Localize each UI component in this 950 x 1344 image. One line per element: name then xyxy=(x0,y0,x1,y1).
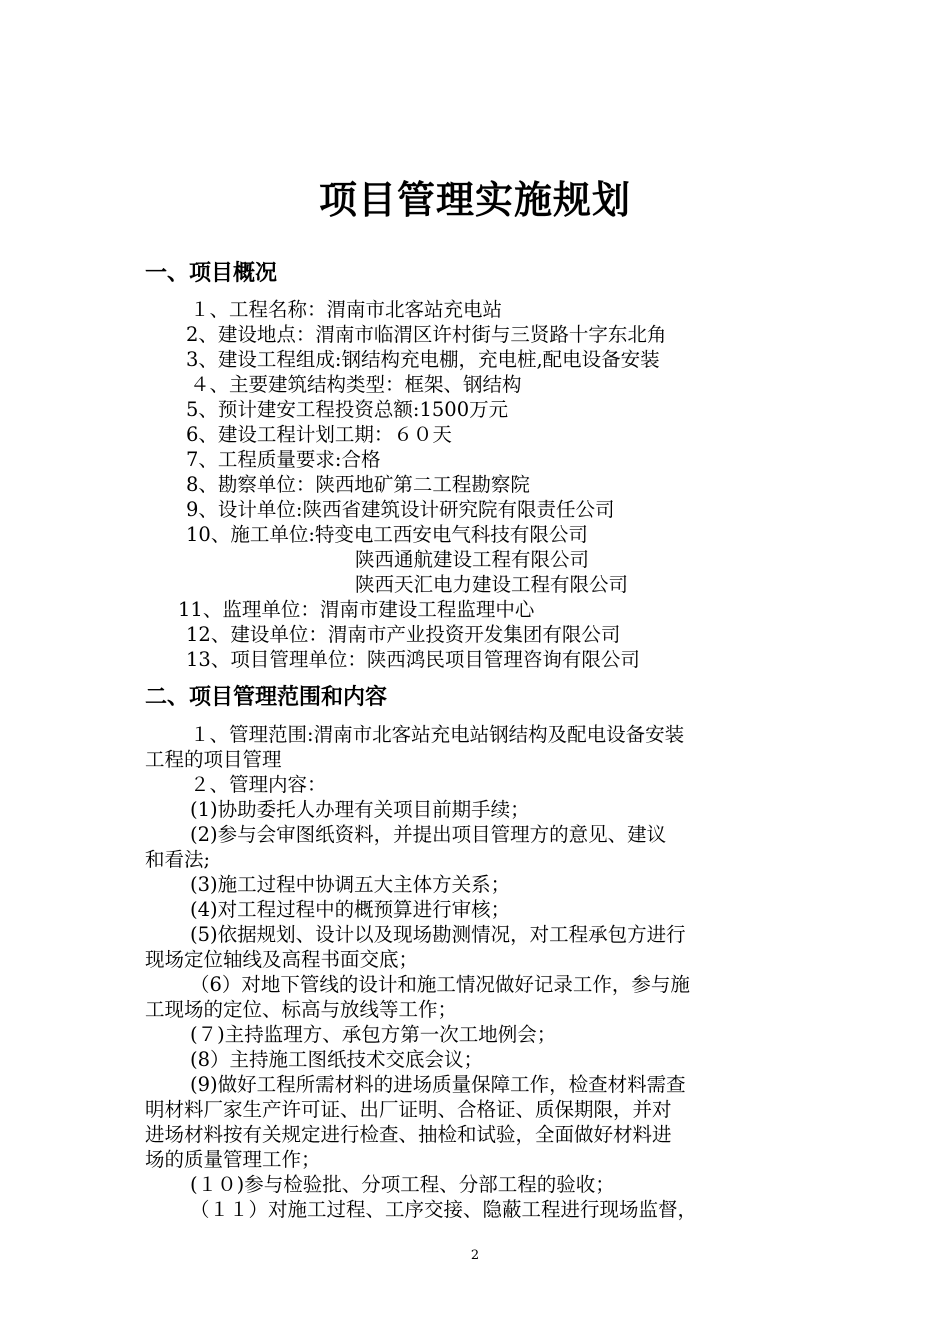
page-number: 2 xyxy=(470,1248,480,1263)
scope-line-4: (1)协助委托人办理有关项目前期手续； xyxy=(190,798,530,821)
overview-item-3: 3、建设工程组成:钢结构充电棚，充电桩,配电设备安装 xyxy=(186,348,660,371)
overview-item-13: 13、项目管理单位：陕西鸿民项目管理咨询有限公司 xyxy=(186,648,640,671)
scope-line-3: ２、管理内容： xyxy=(190,773,327,796)
scope-line-7: (3)施工过程中协调五大主体方关系； xyxy=(190,873,511,896)
overview-item-6: 6、建设工程计划工期：６０天 xyxy=(186,423,452,446)
scope-line-9: (5)依据规划、设计以及现场勘测情况，对工程承包方进行 xyxy=(190,923,686,946)
overview-item-4: ４、主要建筑结构类型：框架、钢结构 xyxy=(190,373,522,396)
overview-item-10-contractor-2: 陕西通航建设工程有限公司 xyxy=(355,548,590,571)
overview-item-8: 8、勘察单位：陕西地矿第二工程勘察院 xyxy=(186,473,530,496)
overview-item-11: 11、监理单位：渭南市建设工程监理中心 xyxy=(178,598,535,621)
overview-item-10: 10、施工单位:特变电工西安电气科技有限公司 xyxy=(186,523,588,546)
overview-item-5: 5、预计建安工程投资总额:1500万元 xyxy=(186,398,509,421)
scope-line-10: 现场定位轴线及高程书面交底； xyxy=(145,948,419,971)
scope-line-11: （6）对地下管线的设计和施工情况做好记录工作，参与施 xyxy=(190,973,690,996)
document-title: 项目管理实施规划 xyxy=(318,178,631,222)
scope-line-8: (4)对工程过程中的概预算进行审核； xyxy=(190,898,511,921)
scope-line-14: (8）主持施工图纸技术交底会议； xyxy=(190,1048,484,1071)
overview-item-2: 2、建设地点：渭南市临渭区许村街与三贤路十字东北角 xyxy=(186,323,667,346)
overview-item-7: 7、工程质量要求:合格 xyxy=(186,448,381,471)
overview-item-10-contractor-3: 陕西天汇电力建设工程有限公司 xyxy=(355,573,629,596)
scope-line-2: 工程的项目管理 xyxy=(145,748,282,771)
scope-line-16: 明材料厂家生产许可证、出厂证明、合格证、质保期限，并对 xyxy=(145,1098,672,1121)
scope-line-20: （１１）对施工过程、工序交接、隐蔽工程进行现场监督， xyxy=(190,1198,698,1221)
scope-line-15: (9)做好工程所需材料的进场质量保障工作，检查材料需查 xyxy=(190,1073,686,1096)
scope-line-5: (2)参与会审图纸资料，并提出项目管理方的意见、建议 xyxy=(190,823,667,846)
section-heading-scope: 二、项目管理范围和内容 xyxy=(145,685,388,710)
scope-line-17: 进场材料按有关规定进行检查、抽检和试验，全面做好材料进 xyxy=(145,1123,672,1146)
scope-line-12: 工现场的定位、标高与放线等工作； xyxy=(145,998,458,1021)
scope-line-1: １、管理范围:渭南市北客站充电站钢结构及配电设备安装 xyxy=(190,723,685,746)
overview-item-1: １、工程名称：渭南市北客站充电站 xyxy=(190,298,503,321)
scope-line-13: (７)主持监理方、承包方第一次工地例会； xyxy=(190,1023,557,1046)
scope-line-18: 场的质量管理工作； xyxy=(145,1148,321,1171)
overview-item-9: 9、设计单位:陕西省建筑设计研究院有限责任公司 xyxy=(186,498,615,521)
section-heading-overview: 一、项目概况 xyxy=(145,261,278,286)
scope-line-19: (１０)参与检验批、分项工程、分部工程的验收； xyxy=(190,1173,615,1196)
overview-item-12: 12、建设单位：渭南市产业投资开发集团有限公司 xyxy=(186,623,621,646)
scope-line-6: 和看法; xyxy=(145,848,211,871)
